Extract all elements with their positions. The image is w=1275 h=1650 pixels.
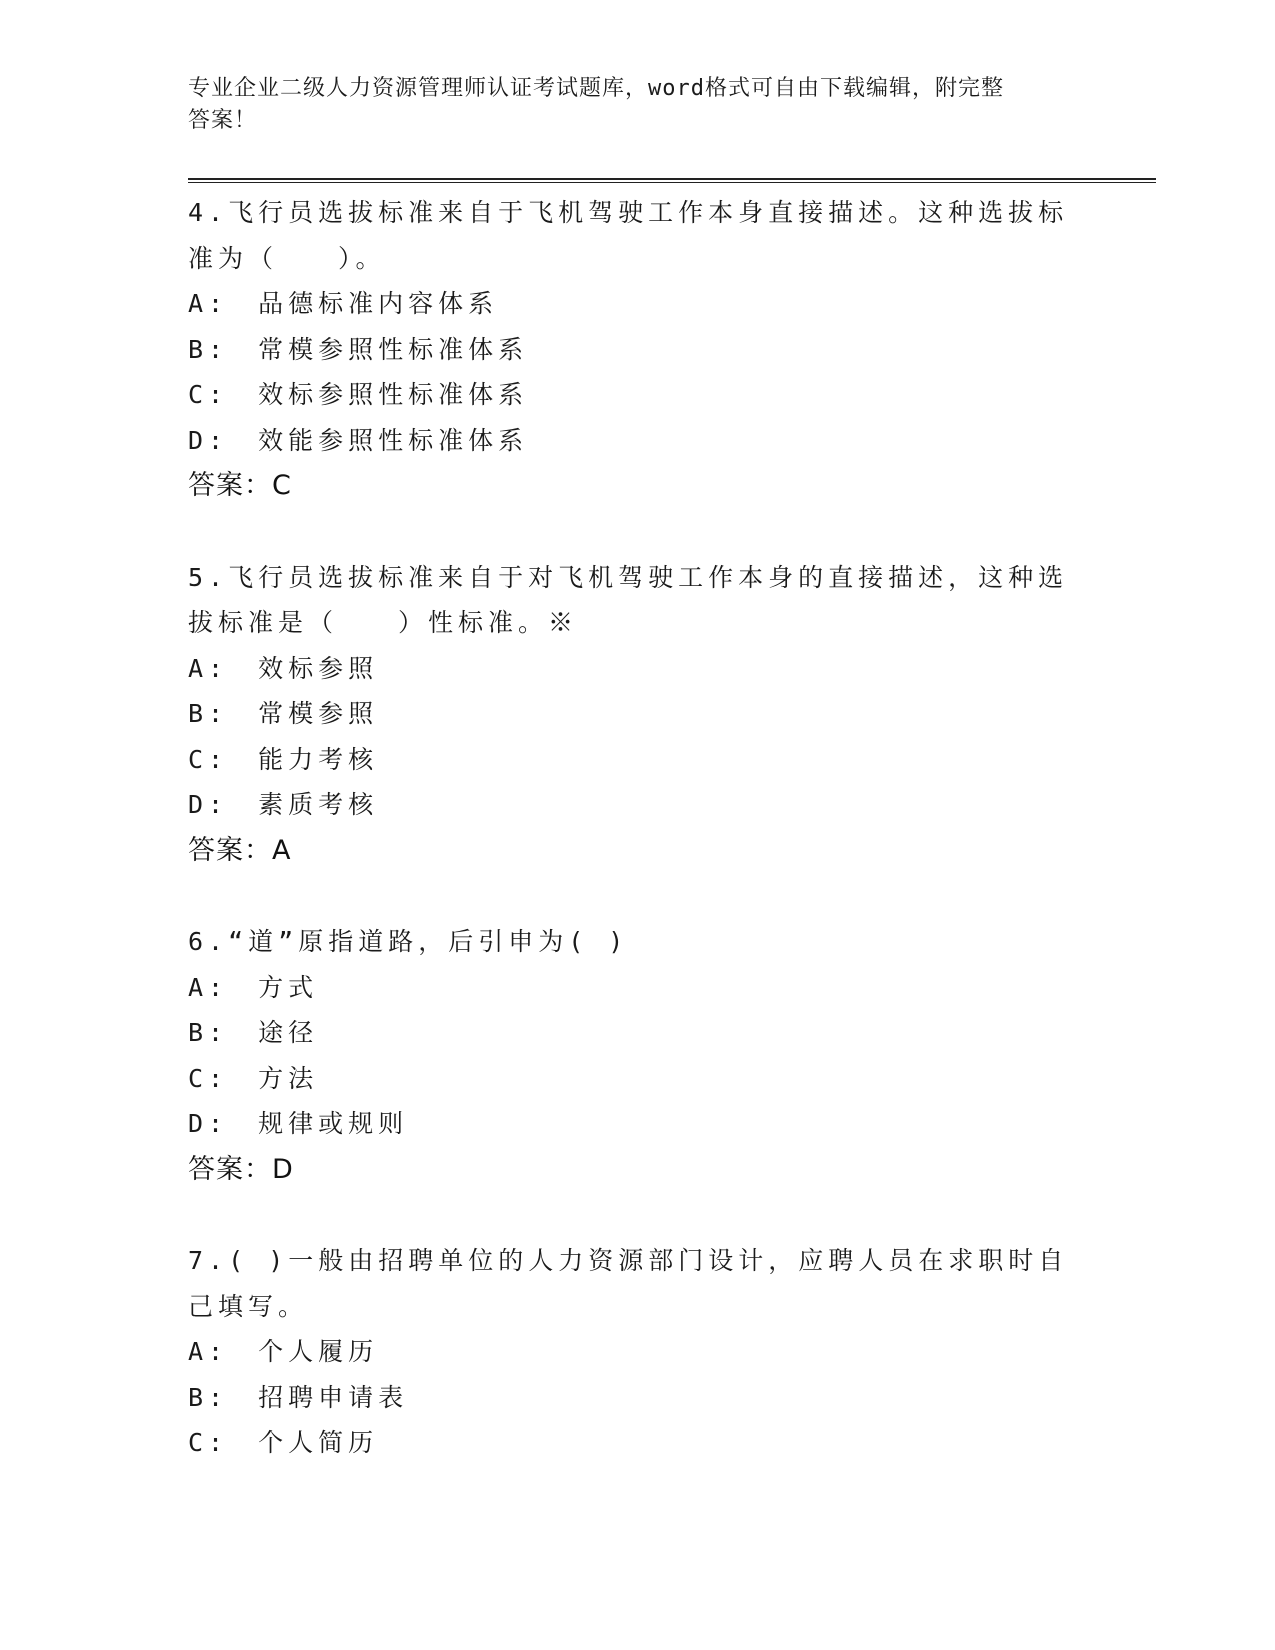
option-c: C: 方法 bbox=[188, 1063, 319, 1093]
question-stem: 5.飞行员选拔标准来自于对飞机驾驶工作本身的直接描述，这种选拔标准是（ ）性标准。※ bbox=[188, 562, 1069, 637]
option-a: A: 个人履历 bbox=[188, 1337, 379, 1366]
header-line-2: 答案！ bbox=[188, 108, 258, 133]
question-5 bbox=[188, 555, 1088, 874]
header-divider-thin bbox=[188, 182, 1156, 183]
question-list bbox=[188, 190, 1088, 1512]
answer: 答案：A bbox=[188, 834, 292, 866]
document-header bbox=[188, 73, 1088, 137]
question-stem: 7.( )一般由招聘单位的人力资源部门设计，应聘人员在求职时自己填写。 bbox=[188, 1246, 1069, 1321]
option-d: D: 素质考核 bbox=[188, 790, 379, 819]
question-stem: 6.“道”原指道路，后引申为( ) bbox=[188, 927, 629, 956]
header-line-1: 专业企业二级人力资源管理师认证考试题库，word格式可自由下载编辑，附完整 bbox=[188, 76, 1004, 101]
option-c: C: 效标参照性标准体系 bbox=[188, 380, 529, 409]
question-7 bbox=[188, 1238, 1088, 1466]
option-b: B: 途径 bbox=[188, 1018, 319, 1047]
option-b: B: 常模参照 bbox=[188, 699, 379, 728]
question-stem: 4.飞行员选拔标准来自于飞机驾驶工作本身直接描述。这种选拔标准为（ ）。 bbox=[188, 198, 1069, 273]
option-a: A: 方式 bbox=[188, 972, 319, 1002]
answer: 答案：C bbox=[188, 470, 292, 501]
question-4 bbox=[188, 190, 1088, 509]
option-c: C: 能力考核 bbox=[188, 744, 379, 774]
option-d: D: 效能参照性标准体系 bbox=[188, 425, 529, 455]
option-c: C: 个人简历 bbox=[188, 1428, 379, 1457]
option-b: B: 招聘申请表 bbox=[188, 1382, 409, 1412]
answer: 答案：D bbox=[188, 1153, 294, 1185]
option-d: D: 规律或规则 bbox=[188, 1109, 409, 1138]
option-b: B: 常模参照性标准体系 bbox=[188, 334, 529, 364]
option-a: A: 效标参照 bbox=[188, 653, 379, 683]
option-a: A: 品德标准内容体系 bbox=[188, 289, 499, 318]
question-6 bbox=[188, 919, 1088, 1192]
header-divider-thick bbox=[188, 178, 1156, 180]
